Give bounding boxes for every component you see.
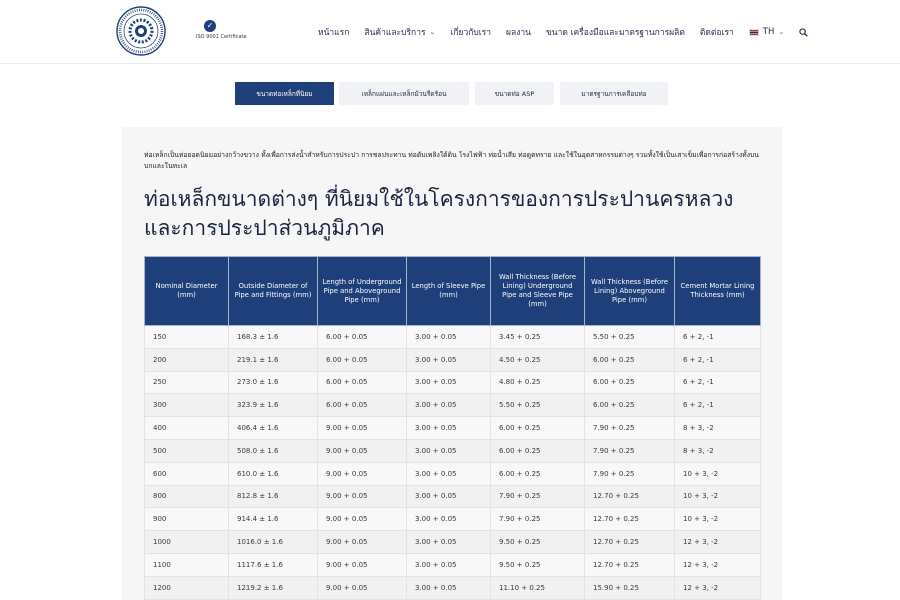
tab-hot-rolled-steel[interactable]: เหล็กแผ่นและเหล็กม้วนรีดร้อน xyxy=(339,82,469,105)
check-badge-icon: ✓ xyxy=(204,20,216,32)
nav-products-services[interactable] xyxy=(364,25,435,39)
chevron-down-icon: ⌄ xyxy=(778,28,785,36)
nav-standards-label: ขนาด เครื่องมือและมาตรฐานการผลิต xyxy=(545,28,685,38)
page-title: ท่อเหล็กขนาดต่างๆ ที่นิยมใช้ในโครงการของการประปานครหลวงและการประปาส่วนภูมิภาค xyxy=(144,187,734,240)
column-header: Length of Underground Pipe and Aboveground Pipe (mm) xyxy=(318,257,407,326)
nav-about[interactable] xyxy=(450,25,491,39)
table-cell: 9.00 + 0.05 xyxy=(318,508,407,531)
table-cell: 6.00 + 0.25 xyxy=(585,394,675,417)
nav-contact-label: ติดต่อเรา xyxy=(699,28,734,38)
table-cell: 168.3 ± 1.6 xyxy=(229,326,318,349)
table-cell: 812.8 ± 1.6 xyxy=(229,485,318,508)
nav-home[interactable] xyxy=(318,25,349,39)
table-cell: 3.00 + 0.05 xyxy=(407,576,491,599)
table-row xyxy=(145,485,761,508)
table-row xyxy=(145,417,761,440)
tab-asp-pipe-sizes[interactable]: ขนาดท่อ ASP xyxy=(475,82,554,105)
table-cell: 12.70 + 0.25 xyxy=(585,485,675,508)
search-button[interactable] xyxy=(799,28,808,37)
company-logo[interactable] xyxy=(116,6,166,56)
table-row xyxy=(145,348,761,371)
table-cell: 7.90 + 0.25 xyxy=(585,462,675,485)
table-cell: 1219.2 ± 1.6 xyxy=(229,576,318,599)
table-cell: 600 xyxy=(145,462,229,485)
nav-standards[interactable] xyxy=(546,25,685,39)
table-cell: 150 xyxy=(145,326,229,349)
table-row xyxy=(145,326,761,349)
table-cell: 12 + 3, -2 xyxy=(675,553,761,576)
table-cell: 5.50 + 0.25 xyxy=(491,394,585,417)
table-cell: 3.00 + 0.05 xyxy=(407,326,491,349)
nav-contact[interactable] xyxy=(700,25,734,39)
table-cell: 9.00 + 0.05 xyxy=(318,417,407,440)
table-cell: 400 xyxy=(145,417,229,440)
table-cell: 9.00 + 0.05 xyxy=(318,576,407,599)
content-tabs xyxy=(0,82,900,106)
table-row xyxy=(145,553,761,576)
table-cell: 7.90 + 0.25 xyxy=(491,508,585,531)
table-cell: 6 + 2, -1 xyxy=(675,348,761,371)
column-header: Wall Thickness (Before Lining) Aboveground Pipe (mm) xyxy=(585,257,675,326)
nav-products-label: สินค้าและบริการ xyxy=(364,28,426,38)
table-row xyxy=(145,371,761,394)
table-body xyxy=(145,326,761,600)
table-cell: 12 + 3, -2 xyxy=(675,576,761,599)
table-cell: 6.00 + 0.05 xyxy=(318,348,407,371)
table-cell: 6 + 2, -1 xyxy=(675,394,761,417)
column-header: Wall Thickness (Before Lining) Underground Pipe and Sleeve Pipe (mm) xyxy=(491,257,585,326)
nav-portfolio-label: ผลงาน xyxy=(506,28,531,38)
table-cell: 250 xyxy=(145,371,229,394)
tab-popular-pipe-sizes[interactable]: ขนาดท่อเหล็กที่นิยม xyxy=(235,82,334,105)
table-cell: 6 + 2, -1 xyxy=(675,326,761,349)
table-cell: 406.4 ± 1.6 xyxy=(229,417,318,440)
table-cell: 610.0 ± 1.6 xyxy=(229,462,318,485)
language-selector[interactable] xyxy=(749,27,784,37)
table-cell: 508.0 ± 1.6 xyxy=(229,439,318,462)
table-row xyxy=(145,462,761,485)
table-cell: 3.00 + 0.05 xyxy=(407,348,491,371)
search-icon xyxy=(799,28,808,37)
site-header xyxy=(0,0,900,64)
table-cell: 3.00 + 0.05 xyxy=(407,553,491,576)
table-cell: 9.00 + 0.05 xyxy=(318,485,407,508)
table-cell: 9.00 + 0.05 xyxy=(318,439,407,462)
language-label: TH xyxy=(762,27,775,37)
content-panel xyxy=(122,127,782,600)
table-cell: 1100 xyxy=(145,553,229,576)
table-row xyxy=(145,576,761,599)
column-header: Outside Diameter of Pipe and Fittings (mm) xyxy=(229,257,318,326)
chevron-down-icon: ⌄ xyxy=(429,28,436,36)
pipe-size-table xyxy=(144,256,761,600)
table-cell: 6.00 + 0.05 xyxy=(318,326,407,349)
table-cell: 6.00 + 0.25 xyxy=(491,417,585,440)
table-cell: 6.00 + 0.25 xyxy=(491,462,585,485)
table-cell: 323.9 ± 1.6 xyxy=(229,394,318,417)
table-cell: 3.45 + 0.25 xyxy=(491,326,585,349)
table-cell: 6.00 + 0.25 xyxy=(491,439,585,462)
table-cell: 3.00 + 0.05 xyxy=(407,485,491,508)
table-header-row xyxy=(145,257,761,326)
table-cell: 7.90 + 0.25 xyxy=(585,439,675,462)
table-cell: 1000 xyxy=(145,531,229,554)
table-cell: 9.50 + 0.25 xyxy=(491,553,585,576)
nav-portfolio[interactable] xyxy=(506,25,531,39)
table-cell: 1016.0 ± 1.6 xyxy=(229,531,318,554)
table-cell: 1200 xyxy=(145,576,229,599)
table-cell: 8 + 3, -2 xyxy=(675,417,761,440)
table-cell: 900 xyxy=(145,508,229,531)
table-cell: 6 + 2, -1 xyxy=(675,371,761,394)
column-header: Cement Mortar Lining Thickness (mm) xyxy=(675,257,761,326)
table-cell: 300 xyxy=(145,394,229,417)
table-cell: 3.00 + 0.05 xyxy=(407,508,491,531)
table-cell: 6.00 + 0.25 xyxy=(585,371,675,394)
table-cell: 10 + 3, -2 xyxy=(675,508,761,531)
table-cell: 3.00 + 0.05 xyxy=(407,371,491,394)
table-cell: 3.00 + 0.05 xyxy=(407,462,491,485)
table-cell: 15.90 + 0.25 xyxy=(585,576,675,599)
table-cell: 9.00 + 0.05 xyxy=(318,553,407,576)
table-cell: 219.1 ± 1.6 xyxy=(229,348,318,371)
table-cell: 12.70 + 0.25 xyxy=(585,553,675,576)
table-cell: 3.00 + 0.05 xyxy=(407,439,491,462)
table-cell: 800 xyxy=(145,485,229,508)
intro-paragraph: ท่อเหล็กเป็นท่อยอดนิยมอย่างกว้างขวาง ทั้งเพื่อการส่งน้ำสำหรับการประปา การชลประทาน ท่อดับเพลิงใต้ดิน โรงไฟฟ้า ท่อน้ำเสีย ท่อดูดทราย และใช้ในอุตสาหกรรมต่างๆ รวมทั้งใช้เป็นเสาเข็มเพื่อการก่อสร้างทั้งบนบกและในทะเล xyxy=(144,151,759,170)
table-cell: 9.00 + 0.05 xyxy=(318,531,407,554)
table-row xyxy=(145,531,761,554)
table-row xyxy=(145,394,761,417)
table-cell: 10 + 3, -2 xyxy=(675,462,761,485)
column-header: Nominal Diameter (mm) xyxy=(145,257,229,326)
table-cell: 7.90 + 0.25 xyxy=(585,417,675,440)
table-cell: 6.00 + 0.05 xyxy=(318,371,407,394)
column-header: Length of Sleeve Pipe (mm) xyxy=(407,257,491,326)
table-cell: 7.90 + 0.25 xyxy=(491,485,585,508)
thai-flag-icon xyxy=(749,29,759,36)
table-cell: 914.4 ± 1.6 xyxy=(229,508,318,531)
table-cell: 3.00 + 0.05 xyxy=(407,394,491,417)
table-cell: 6.00 + 0.25 xyxy=(585,348,675,371)
table-cell: 9.00 + 0.05 xyxy=(318,462,407,485)
table-cell: 9.50 + 0.25 xyxy=(491,531,585,554)
table-cell: 4.50 + 0.25 xyxy=(491,348,585,371)
table-cell: 8 + 3, -2 xyxy=(675,439,761,462)
table-cell: 4.80 + 0.25 xyxy=(491,371,585,394)
table-cell: 3.00 + 0.05 xyxy=(407,417,491,440)
table-cell: 500 xyxy=(145,439,229,462)
table-cell: 6.00 + 0.05 xyxy=(318,394,407,417)
nav-home-label: หน้าแรก xyxy=(318,28,350,38)
table-cell: 10 + 3, -2 xyxy=(675,485,761,508)
table-cell: 200 xyxy=(145,348,229,371)
table-cell: 3.00 + 0.05 xyxy=(407,531,491,554)
table-cell: 11.10 + 0.25 xyxy=(491,576,585,599)
table-cell: 12.70 + 0.25 xyxy=(585,508,675,531)
company-seal-logo-icon xyxy=(116,6,166,56)
main-nav xyxy=(318,25,808,39)
nav-about-label: เกี่ยวกับเรา xyxy=(450,28,492,38)
table-cell: 273.0 ± 1.6 xyxy=(229,371,318,394)
table-row xyxy=(145,508,761,531)
tab-coating-standards[interactable]: มาตรฐานการเคลือบท่อ xyxy=(560,82,668,105)
table-row xyxy=(145,439,761,462)
table-cell: 12 + 3, -2 xyxy=(675,531,761,554)
iso-label: ISO 9001 Certificate xyxy=(196,34,247,40)
table-cell: 5.50 + 0.25 xyxy=(585,326,675,349)
table-cell: 1117.6 ± 1.6 xyxy=(229,553,318,576)
table-cell: 12.70 + 0.25 xyxy=(585,531,675,554)
